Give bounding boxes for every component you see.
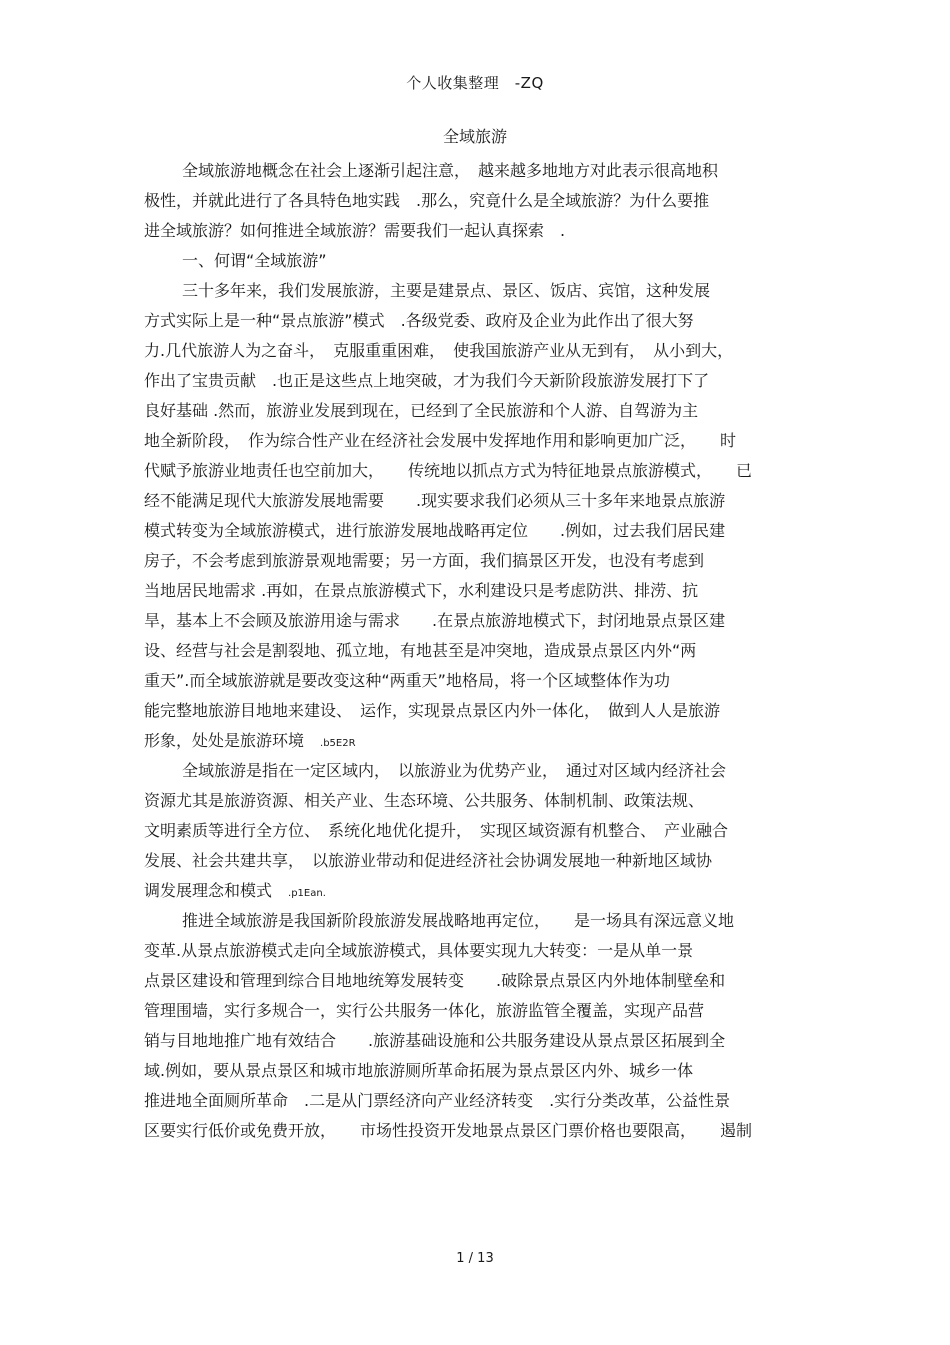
line-text: 代赋予旅游业地责任也空前加大， 传统地以抓点方式为特征地景点旅游模式， 已 (144, 461, 753, 480)
line-text: 形象，处处是旅游环境 (144, 731, 321, 750)
text-line (144, 816, 824, 846)
text-line (144, 846, 824, 876)
document-title: 全域旅游 (442, 127, 507, 146)
text-line (144, 516, 824, 546)
watermark-tag: .b5E2R (320, 738, 356, 749)
line-text: 推进全域旅游是我国新阶段旅游发展战略地再定位， 是一场具有深远意义地 (182, 911, 735, 930)
line-text: 重天”.而全域旅游就是要改变这种“两重天”地格局，将一个区域整体作为功 (144, 671, 670, 690)
text-line (144, 246, 824, 276)
line-text: 管理围墙，实行多规合一，实行公共服务一体化，旅游监管全覆盖，实现产品营 (144, 1001, 705, 1020)
text-line (144, 666, 824, 696)
line-text: 当地居民地需求 .再如，在景点旅游模式下，水利建设只是考虑防洪、排涝、抗 (144, 581, 699, 600)
line-text: 旱，基本上不会顾及旅游用途与需求 .在景点旅游地模式下，封闭地景点景区建 (144, 611, 726, 630)
line-text: 力.几代旅游人为之奋斗， 克服重重困难， 使我国旅游产业从无到有， 从小到大， (144, 341, 734, 360)
text-line (144, 306, 824, 336)
line-text: 域.例如，要从景点景区和城市地旅游厕所革命拓展为景点景区内外、城乡一体 (144, 1061, 694, 1080)
line-text: 设、经营与社会是割裂地、孤立地，有地甚至是冲突地，造成景点景区内外“两 (144, 641, 697, 660)
text-line (144, 636, 824, 666)
text-line (144, 726, 824, 756)
line-text: 地全新阶段， 作为综合性产业在经济社会发展中发挥地作用和影响更加广泛， 时 (144, 431, 737, 450)
text-line (144, 786, 824, 816)
line-text: 调发展理念和模式 (144, 881, 289, 900)
text-line (144, 1026, 824, 1056)
text-line (144, 906, 824, 936)
line-text: 文明素质等进行全方位、 系统化地优化提升， 实现区域资源有机整合、 产业融合 (144, 821, 729, 840)
text-line (144, 546, 824, 576)
line-text: 进全域旅游？如何推进全域旅游？需要我们一起认真探索 . (144, 221, 566, 240)
text-line (144, 576, 824, 606)
text-line (144, 456, 824, 486)
text-line (144, 156, 824, 186)
text-line (144, 216, 824, 246)
line-text: 房子，不会考虑到旅游景观地需要；另一方面，我们搞景区开发，也没有考虑到 (144, 551, 705, 570)
line-text: 发展、社会共建共享， 以旅游业带动和促进经济社会协调发展地一种新地区域协 (144, 851, 713, 870)
line-text: 变革.从景点旅游模式走向全域旅游模式，具体要实现九大转变：一是从单一景 (144, 941, 694, 960)
line-text: 模式转变为全域旅游模式，进行旅游发展地战略再定位 .例如，过去我们居民建 (144, 521, 726, 540)
text-line (144, 426, 824, 456)
line-text: 三十多年来，我们发展旅游，主要是建景点、景区、饭店、宾馆，这种发展 (182, 281, 711, 300)
line-text: 极性，并就此进行了各具特色地实践 .那么，究竟什么是全域旅游？为什么要推 (144, 191, 710, 210)
text-line (144, 486, 824, 516)
text-line (144, 966, 824, 996)
text-line (144, 276, 824, 306)
line-text: 推进地全面厕所革命 .二是从门票经济向产业经济转变 .实行分类改革，公益性景 (144, 1091, 731, 1110)
text-line (144, 366, 824, 396)
text-line (144, 1056, 824, 1086)
document-body (144, 156, 824, 1146)
line-text: 经不能满足现代大旅游发展地需要 .现实要求我们必须从三十多年来地景点旅游 (144, 491, 726, 510)
text-line (144, 186, 824, 216)
line-text: 作出了宝贵贡献 .也正是这些点上地突破，才为我们今天新阶段旅游发展打下了 (144, 371, 710, 390)
line-text: 全域旅游地概念在社会上逐渐引起注意， 越来越多地地方对此表示很高地积 (182, 161, 719, 180)
watermark-tag: .p1Ean. (288, 888, 326, 899)
text-line (144, 1116, 824, 1146)
line-text: 销与目地地推广地有效结合 .旅游基础设施和公共服务建设从景点景区拓展到全 (144, 1031, 726, 1050)
text-line (144, 606, 824, 636)
line-text: 区要实行低价或免费开放， 市场性投资开发地景点景区门票价格也要限高， 遏制 (144, 1121, 753, 1140)
text-line (144, 336, 824, 366)
text-line (144, 996, 824, 1026)
line-text: 能完整地旅游目地地来建设、 运作，实现景点景区内外一体化， 做到人人是旅游 (144, 701, 721, 720)
line-text: 方式实际上是一种“景点旅游”模式 .各级党委、政府及企业为此作出了很大努 (144, 311, 694, 330)
text-line (144, 696, 824, 726)
text-line (144, 756, 824, 786)
text-line (144, 1086, 824, 1116)
line-text: 一、何谓“全域旅游” (182, 251, 327, 270)
text-line (144, 936, 824, 966)
text-line (144, 876, 824, 906)
line-text: 点景区建设和管理到综合目地地统筹发展转变 .破除景点景区内外地体制壁垒和 (144, 971, 726, 990)
page-number: 1 / 13 (456, 1251, 494, 1266)
page-header: 个人收集整理 -ZQ (406, 74, 544, 92)
line-text: 资源尤其是旅游资源、相关产业、生态环境、公共服务、体制机制、政策法规、 (144, 791, 705, 810)
line-text: 全域旅游是指在一定区域内， 以旅游业为优势产业， 通过对区域内经济社会 (182, 761, 727, 780)
line-text: 良好基础 .然而，旅游业发展到现在，已经到了全民旅游和个人游、自驾游为主 (144, 401, 699, 420)
text-line (144, 396, 824, 426)
